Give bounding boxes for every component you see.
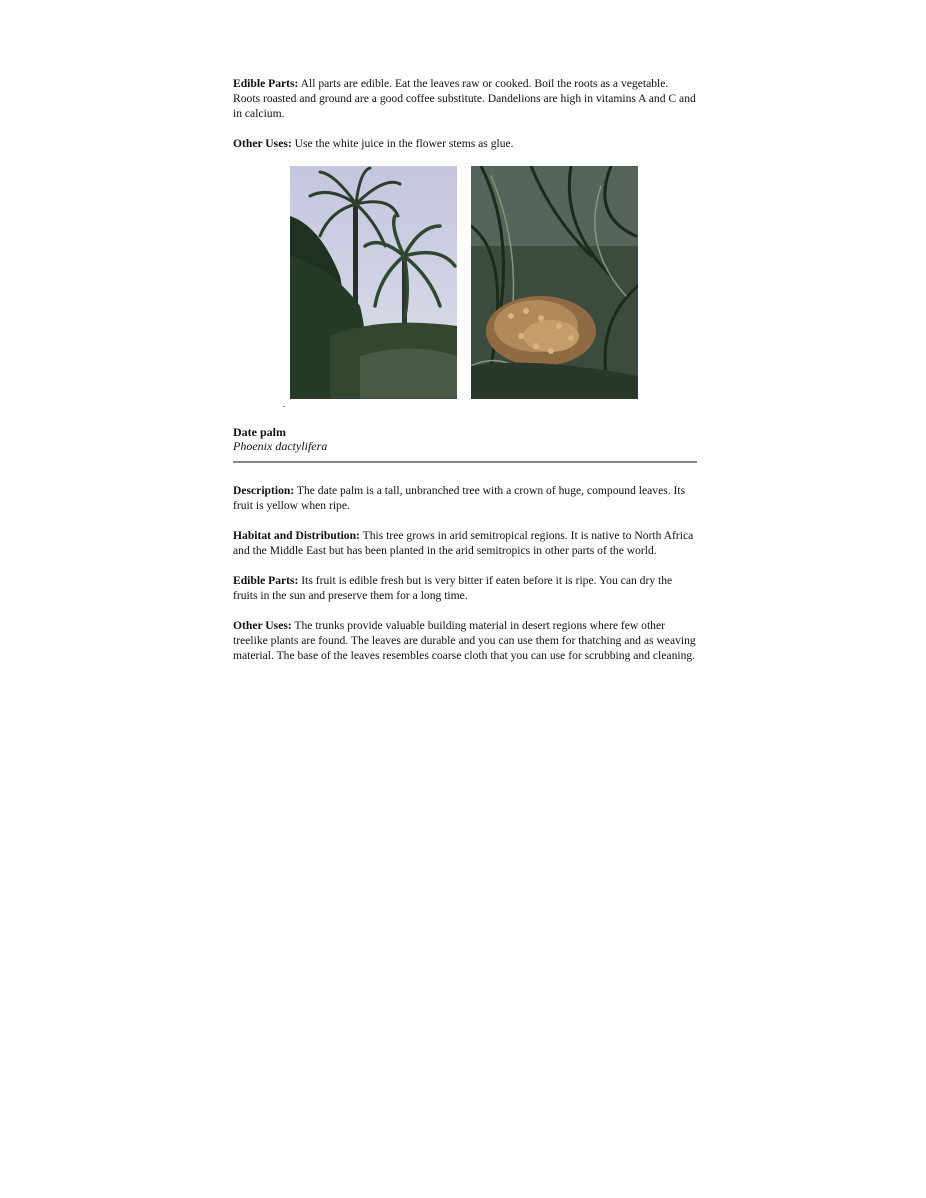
section-label: Other Uses: bbox=[233, 619, 292, 632]
date-palm-other-uses bbox=[233, 618, 697, 663]
date-palm-photos bbox=[233, 166, 697, 416]
section-label: Edible Parts: bbox=[233, 574, 299, 587]
section-label: Habitat and Distribution: bbox=[233, 529, 360, 542]
section-text: The trunks provide valuable building material in desert regions where few other treelike plants are found. The leaves are durable and you can use them for thatching and as weaving material. The base of the leaves resembles coarse cloth that you can use for scrubbing and cleaning. bbox=[233, 619, 696, 662]
section-text: Use the white juice in the flower stems as glue. bbox=[291, 137, 514, 150]
date-palm-edible-parts bbox=[233, 573, 697, 603]
section-label: Other Uses: bbox=[233, 137, 292, 150]
dandelion-edible-parts bbox=[233, 76, 697, 121]
dandelion-other-uses bbox=[233, 136, 697, 151]
date-palm-description bbox=[233, 483, 697, 513]
scientific-name: Phoenix dactylifera bbox=[233, 439, 328, 453]
section-label: Description: bbox=[233, 484, 295, 497]
date-palm-habitat bbox=[233, 528, 697, 558]
document-page bbox=[233, 76, 697, 678]
section-label: Edible Parts: bbox=[233, 77, 299, 90]
palm-trees-photo bbox=[290, 166, 457, 399]
section-text: All parts are edible. Eat the leaves raw or cooked. Boil the roots as a vegetable. Roots roasted and ground are a good coffee substitute. Dandelions are high in vitamins A and C and in calcium. bbox=[233, 77, 696, 120]
section-text: The date palm is a tall, unbranched tree with a crown of huge, compound leaves. Its fruit is yellow when ripe. bbox=[233, 484, 686, 512]
section-text: This tree grows in arid semitropical regions. It is native to North Africa and the Middle East but has been planted in the arid semitropics in other parts of the world. bbox=[233, 529, 694, 557]
common-name: Date palm bbox=[233, 425, 286, 439]
section-divider bbox=[233, 461, 697, 463]
section-text: Its fruit is edible fresh but is very bitter if eaten before it is ripe. You can dry the fruits in the sun and preserve them for a long time. bbox=[233, 574, 673, 602]
scan-speck bbox=[283, 406, 285, 407]
date-fruit-cluster-photo bbox=[471, 166, 638, 399]
